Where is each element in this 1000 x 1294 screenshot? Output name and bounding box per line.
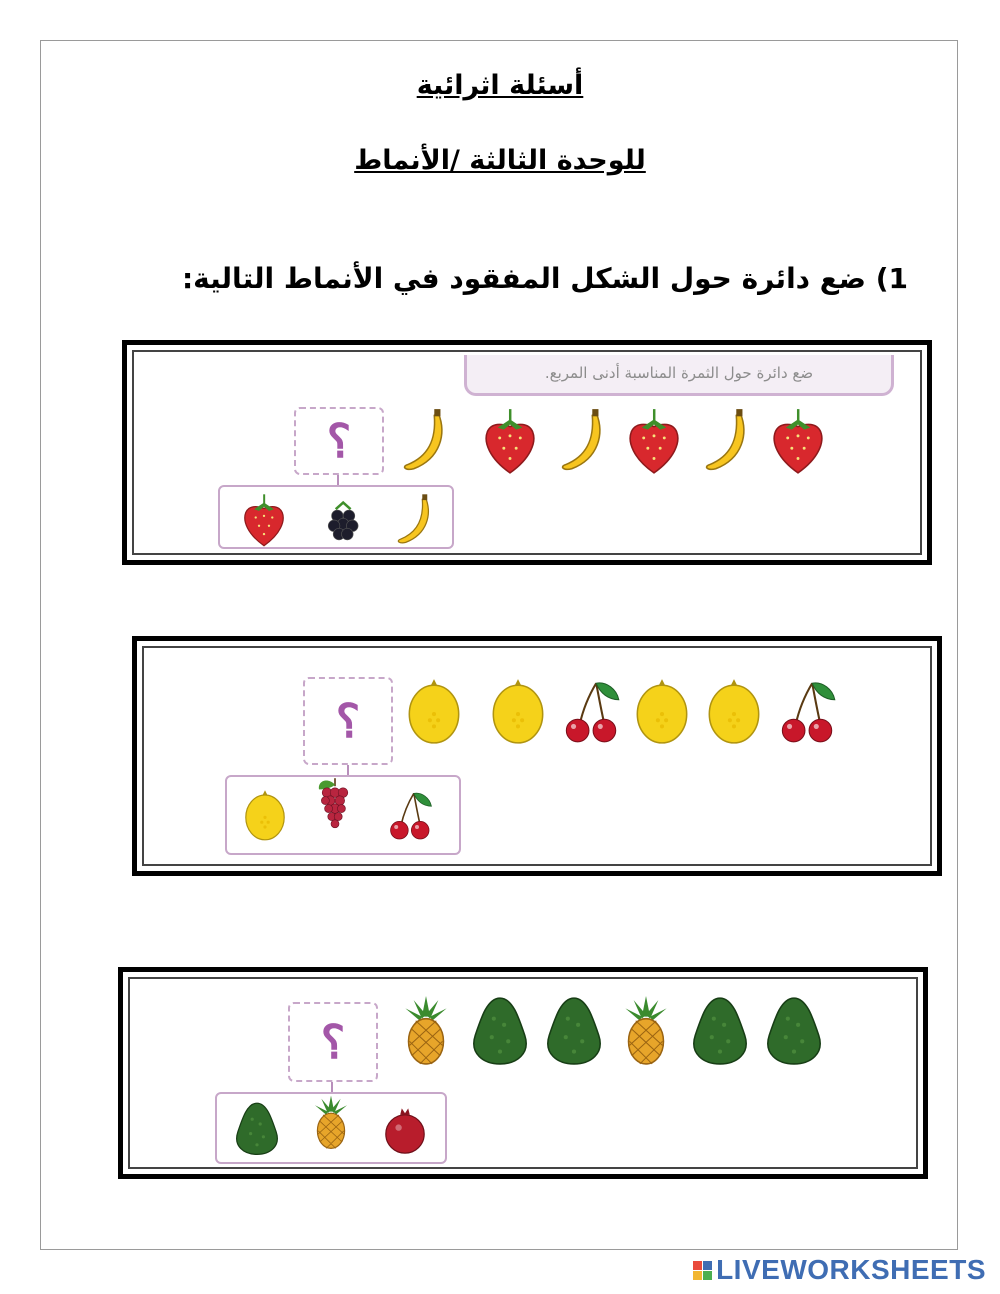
panel-1-hint: ضع دائرة حول الثمرة المناسبة أدنى المربع. [464, 355, 894, 396]
banana-icon [551, 405, 613, 481]
choice-grapes-icon[interactable] [311, 775, 359, 835]
strawberry-icon [479, 405, 541, 481]
question-mark-3: ؟ [320, 1015, 346, 1069]
pattern-panel-1 [122, 340, 932, 565]
strawberry-icon [767, 405, 829, 481]
question-1-prompt: 1) ضع دائرة حول الشكل المفقود في الأنماط التالية: [181, 262, 908, 295]
liveworksheets-logo-icon [693, 1261, 712, 1280]
missing-item-box-1[interactable] [294, 407, 384, 475]
choice-banana-icon[interactable] [389, 491, 439, 553]
lemon-icon [703, 675, 765, 751]
worksheet-title: أسئلة اثرائية [416, 70, 584, 101]
choice-strawberry-icon[interactable] [239, 491, 289, 553]
question-mark-1: ؟ [326, 414, 352, 468]
cherry-icon [775, 675, 837, 751]
choice-pineapple-icon[interactable] [307, 1094, 355, 1154]
lemon-icon [487, 675, 549, 751]
choice-lemon-icon[interactable] [241, 787, 289, 847]
choice-blackberry-icon[interactable] [319, 491, 369, 553]
question-mark-2: ؟ [335, 694, 361, 748]
cherry-icon [559, 675, 621, 751]
banana-icon [695, 405, 757, 481]
banana-icon [393, 405, 455, 481]
avocado-icon [763, 994, 825, 1070]
pattern-panel-3 [118, 967, 928, 1179]
choice-avocado-icon[interactable] [233, 1100, 281, 1160]
avocado-icon [689, 994, 751, 1070]
missing-item-box-2[interactable] [303, 677, 393, 765]
pattern-panel-2 [132, 636, 942, 876]
worksheet-subtitle: للوحدة الثالثة /الأنماط [354, 145, 646, 176]
avocado-icon [469, 994, 531, 1070]
choice-pomegranate-icon[interactable] [381, 1102, 429, 1162]
liveworksheets-logo [693, 1254, 986, 1286]
pineapple-icon [615, 994, 677, 1070]
choice-cherry-icon[interactable] [385, 787, 433, 847]
lemon-icon [631, 675, 693, 751]
pineapple-icon [395, 994, 457, 1070]
avocado-icon [543, 994, 605, 1070]
lemon-icon [403, 675, 465, 751]
brand-name: LIVEWORKSHEETS [716, 1254, 986, 1285]
missing-item-box-3[interactable] [288, 1002, 378, 1082]
strawberry-icon [623, 405, 685, 481]
